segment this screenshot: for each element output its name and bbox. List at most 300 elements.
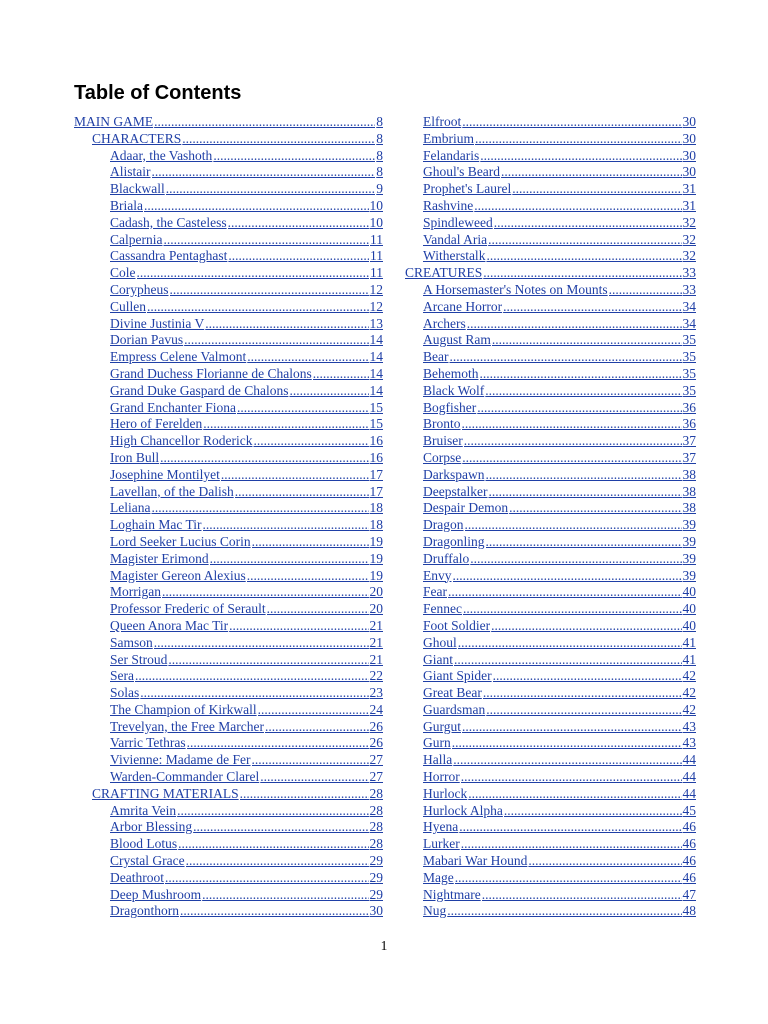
toc-entry-hurlock[interactable] xyxy=(405,786,696,803)
toc-entry-page-number: 30 xyxy=(369,903,383,919)
toc-entry-label: Despair Demon xyxy=(423,500,509,516)
toc-entry-label: Rashvine xyxy=(423,197,474,213)
toc-entry-cassandra-pentaghast[interactable] xyxy=(74,248,383,265)
toc-entry-great-bear[interactable] xyxy=(405,685,696,702)
toc-entry-page-number: 9 xyxy=(376,181,383,197)
toc-entry-dragonthorn[interactable] xyxy=(74,903,383,920)
toc-dot-leader xyxy=(260,769,368,786)
toc-entry-foot-soldier[interactable] xyxy=(405,618,696,635)
toc-entry-label: Vivienne: Madame de Fer xyxy=(110,752,251,768)
toc-entry-label: Professor Frederic of Serault xyxy=(110,601,266,617)
toc-entry-page-number: 17 xyxy=(369,483,383,499)
toc-entry-deep-mushroom[interactable] xyxy=(74,887,383,904)
toc-entry-page-number: 32 xyxy=(682,248,696,264)
toc-entry-page-number: 19 xyxy=(369,567,383,583)
toc-entry-ser-stroud[interactable] xyxy=(74,652,383,669)
toc-dot-leader xyxy=(491,618,681,635)
toc-dot-leader xyxy=(289,383,368,400)
toc-dot-leader xyxy=(205,316,368,333)
toc-dot-leader xyxy=(453,752,681,769)
toc-entry-main-game[interactable] xyxy=(74,114,383,131)
toc-entry-page-number: 18 xyxy=(369,500,383,516)
toc-entry-archers[interactable] xyxy=(405,316,696,333)
toc-entry-page-number: 40 xyxy=(682,584,696,600)
toc-entry-label: Lord Seeker Lucius Corin xyxy=(110,533,251,549)
toc-dot-leader xyxy=(168,652,368,669)
toc-entry-page-number: 32 xyxy=(682,231,696,247)
toc-entry-nightmare[interactable] xyxy=(405,887,696,904)
toc-entry-page-number: 13 xyxy=(369,315,383,331)
toc-entry-iron-bull[interactable] xyxy=(74,450,383,467)
toc-entry-label: Leliana xyxy=(110,500,151,516)
toc-dot-leader xyxy=(135,668,369,685)
toc-entry-label: Grand Enchanter Fiona xyxy=(110,399,236,415)
toc-dot-leader xyxy=(265,719,369,736)
toc-entry-page-number: 34 xyxy=(682,315,696,331)
toc-right-column xyxy=(405,114,696,920)
toc-entry-dorian-pavus[interactable] xyxy=(74,332,383,349)
footer-page-number: 1 xyxy=(380,938,388,953)
toc-entry-page-number: 42 xyxy=(682,668,696,684)
toc-entry-page-number: 37 xyxy=(682,433,696,449)
toc-dot-leader xyxy=(213,148,375,165)
toc-entry-hero-of-ferelden[interactable] xyxy=(74,416,383,433)
toc-entry-cadash-the-casteless[interactable] xyxy=(74,215,383,232)
toc-entry-embrium[interactable] xyxy=(405,131,696,148)
toc-entry-fear[interactable] xyxy=(405,584,696,601)
toc-dot-leader xyxy=(163,232,369,249)
toc-entry-page-number: 39 xyxy=(682,517,696,533)
toc-dot-leader xyxy=(483,685,682,702)
toc-entry-horror[interactable] xyxy=(405,769,696,786)
toc-entry-page-number: 16 xyxy=(369,449,383,465)
toc-entry-label: Crystal Grace xyxy=(110,853,185,869)
toc-entry-samson[interactable] xyxy=(74,635,383,652)
toc-dot-leader xyxy=(453,568,682,585)
toc-entry-page-number: 44 xyxy=(682,785,696,801)
toc-entry-label: Hurlock Alpha xyxy=(423,802,503,818)
toc-dot-leader xyxy=(166,181,376,198)
toc-entry-page-number: 28 xyxy=(369,836,383,852)
toc-entry-label: Arbor Blessing xyxy=(110,819,193,835)
toc-entry-guardsman[interactable] xyxy=(405,702,696,719)
toc-entry-page-number: 36 xyxy=(682,399,696,415)
toc-entry-label: Grand Duke Gaspard de Chalons xyxy=(110,382,289,398)
toc-entry-label: Magister Erimond xyxy=(110,550,209,566)
toc-entry-page-number: 15 xyxy=(369,399,383,415)
toc-dot-leader xyxy=(247,349,368,366)
toc-dot-leader xyxy=(448,584,682,601)
toc-entry-amrita-vein[interactable] xyxy=(74,803,383,820)
toc-entry-label: Druffalo xyxy=(423,550,470,566)
toc-entry-page-number: 30 xyxy=(682,147,696,163)
toc-entry-label: Briala xyxy=(110,197,143,213)
toc-entry-label: Divine Justinia V xyxy=(110,315,205,331)
toc-entry-spindleweed[interactable] xyxy=(405,215,696,232)
toc-entry-page-number: 45 xyxy=(682,802,696,818)
toc-entry-page-number: 47 xyxy=(682,886,696,902)
toc-entry-page-number: 19 xyxy=(369,550,383,566)
toc-dot-leader xyxy=(235,484,369,501)
toc-entry-page-number: 14 xyxy=(369,332,383,348)
toc-entry-dragon[interactable] xyxy=(405,517,696,534)
toc-dot-leader xyxy=(170,282,369,299)
toc-entry-ghoul-s-beard[interactable] xyxy=(405,164,696,181)
toc-entry-deepstalker[interactable] xyxy=(405,484,696,501)
toc-entry-warden-commander-clarel[interactable] xyxy=(74,769,383,786)
toc-entry-adaar-the-vashoth[interactable] xyxy=(74,148,383,165)
toc-entry-label: Dorian Pavus xyxy=(110,332,184,348)
toc-entry-solas[interactable] xyxy=(74,685,383,702)
toc-entry-trevelyan-the-free-marcher[interactable] xyxy=(74,719,383,736)
toc-entry-label: Deep Mushroom xyxy=(110,886,202,902)
toc-entry-divine-justinia-v[interactable] xyxy=(74,316,383,333)
toc-dot-leader xyxy=(152,164,376,181)
toc-entry-label: Ser Stroud xyxy=(110,651,168,667)
toc-entry-page-number: 8 xyxy=(376,114,383,129)
toc-dot-leader xyxy=(203,416,368,433)
toc-entry-page-number: 29 xyxy=(369,853,383,869)
toc-entry-page-number: 29 xyxy=(369,886,383,902)
toc-entry-label: Halla xyxy=(423,752,453,768)
toc-entry-page-number: 28 xyxy=(369,802,383,818)
toc-entry-label: Great Bear xyxy=(423,685,482,701)
toc-entry-label: Cullen xyxy=(110,298,146,314)
toc-entry-elfroot[interactable] xyxy=(405,114,696,131)
toc-entry-label: Gurgut xyxy=(423,718,462,734)
toc-entry-crafting-materials[interactable] xyxy=(74,786,383,803)
toc-entry-giant-spider[interactable] xyxy=(405,668,696,685)
toc-entry-bruiser[interactable] xyxy=(405,433,696,450)
toc-entry-josephine-montilyet[interactable] xyxy=(74,467,383,484)
toc-entry-hyena[interactable] xyxy=(405,819,696,836)
toc-entry-label: Queen Anora Mac Tir xyxy=(110,617,229,633)
toc-entry-page-number: 39 xyxy=(682,533,696,549)
toc-entry-label: CHARACTERS xyxy=(92,130,182,146)
toc-entry-felandaris[interactable] xyxy=(405,148,696,165)
toc-entry-professor-frederic-of-serault[interactable] xyxy=(74,601,383,618)
toc-entry-envy[interactable] xyxy=(405,568,696,585)
toc-entry-page-number: 35 xyxy=(682,332,696,348)
toc-dot-leader xyxy=(480,148,681,165)
toc-entry-page-number: 31 xyxy=(682,197,696,213)
toc-entry-label: Hero of Ferelden xyxy=(110,416,203,432)
toc-entry-varric-tethras[interactable] xyxy=(74,735,383,752)
toc-entry-page-number: 32 xyxy=(682,214,696,230)
toc-dot-leader xyxy=(468,786,681,803)
toc-entry-label: Behemoth xyxy=(423,365,479,381)
toc-entry-bogfisher[interactable] xyxy=(405,400,696,417)
toc-entry-label: Darkspawn xyxy=(423,466,485,482)
toc-entry-mabari-war-hound[interactable] xyxy=(405,853,696,870)
toc-entry-label: Samson xyxy=(110,634,153,650)
toc-entry-calpernia[interactable] xyxy=(74,232,383,249)
toc-entry-label: Horror xyxy=(423,769,460,785)
toc-entry-deathroot[interactable] xyxy=(74,870,383,887)
toc-entry-label: Magister Gereon Alexius xyxy=(110,567,246,583)
toc-entry-arbor-blessing[interactable] xyxy=(74,819,383,836)
toc-dot-leader xyxy=(463,601,682,618)
toc-entry-label: Guardsman xyxy=(423,701,486,717)
toc-dot-leader xyxy=(313,366,369,383)
toc-dot-leader xyxy=(165,870,369,887)
toc-dot-leader xyxy=(528,853,681,870)
toc-entry-august-ram[interactable] xyxy=(405,332,696,349)
toc-dot-leader xyxy=(462,450,681,467)
toc-entry-page-number: 12 xyxy=(369,281,383,297)
toc-entry-label: Felandaris xyxy=(423,147,480,163)
toc-entry-page-number: 41 xyxy=(682,634,696,650)
toc-entry-page-number: 35 xyxy=(682,382,696,398)
toc-dot-leader xyxy=(461,836,682,853)
toc-entry-label: Witherstalk xyxy=(423,248,486,264)
toc-entry-lavellan-of-the-dalish[interactable] xyxy=(74,484,383,501)
toc-dot-leader xyxy=(267,601,369,618)
toc-dot-leader xyxy=(137,265,370,282)
toc-entry-label: Arcane Horror xyxy=(423,298,503,314)
toc-entry-darkspawn[interactable] xyxy=(405,467,696,484)
toc-entry-grand-duchess-florianne-de-chalons[interactable] xyxy=(74,366,383,383)
toc-entry-page-number: 8 xyxy=(376,130,383,146)
toc-entry-page-number: 31 xyxy=(682,181,696,197)
toc-dot-leader xyxy=(177,803,368,820)
toc-entry-lord-seeker-lucius-corin[interactable] xyxy=(74,534,383,551)
toc-dot-leader xyxy=(193,819,368,836)
toc-entry-prophet-s-laurel[interactable] xyxy=(405,181,696,198)
toc-entry-blackwall[interactable] xyxy=(74,181,383,198)
toc-dot-leader xyxy=(512,181,681,198)
toc-entry-the-champion-of-kirkwall[interactable] xyxy=(74,702,383,719)
toc-entry-page-number: 34 xyxy=(682,298,696,314)
toc-entry-page-number: 28 xyxy=(369,785,383,801)
page-title: Table of Contents xyxy=(74,82,242,104)
toc-entry-bear[interactable] xyxy=(405,349,696,366)
toc-entry-behemoth[interactable] xyxy=(405,366,696,383)
toc-entry-grand-duke-gaspard-de-chalons[interactable] xyxy=(74,383,383,400)
toc-entry-black-wolf[interactable] xyxy=(405,383,696,400)
toc-dot-leader xyxy=(467,316,682,333)
toc-dot-leader xyxy=(237,400,369,417)
toc-entry-cullen[interactable] xyxy=(74,299,383,316)
toc-dot-leader xyxy=(485,467,681,484)
toc-dot-leader xyxy=(454,652,682,669)
toc-entry-bronto[interactable] xyxy=(405,416,696,433)
toc-entry-characters[interactable] xyxy=(74,131,383,148)
toc-dot-leader xyxy=(464,433,682,450)
toc-entry-page-number: 23 xyxy=(369,685,383,701)
toc-entry-page-number: 35 xyxy=(682,365,696,381)
toc-entry-cole[interactable] xyxy=(74,265,383,282)
toc-dot-leader xyxy=(501,164,681,181)
toc-dot-leader xyxy=(455,870,682,887)
toc-entry-dragonling[interactable] xyxy=(405,534,696,551)
toc-entry-high-chancellor-roderick[interactable] xyxy=(74,433,383,450)
toc-dot-leader xyxy=(483,265,681,282)
toc-entry-page-number: 29 xyxy=(369,869,383,885)
toc-dot-leader xyxy=(486,702,681,719)
toc-entry-page-number: 46 xyxy=(682,819,696,835)
toc-entry-label: Black Wolf xyxy=(423,382,485,398)
toc-dot-leader xyxy=(154,635,369,652)
toc-entry-page-number: 33 xyxy=(682,281,696,297)
toc-entry-magister-gereon-alexius[interactable] xyxy=(74,568,383,585)
toc-entry-label: CREATURES xyxy=(405,265,483,281)
toc-entry-label: Trevelyan, the Free Marcher xyxy=(110,718,264,734)
toc-dot-leader xyxy=(465,517,682,534)
toc-entry-page-number: 14 xyxy=(369,382,383,398)
toc-dot-leader xyxy=(221,467,369,484)
toc-dot-leader xyxy=(240,786,369,803)
toc-entry-page-number: 44 xyxy=(682,752,696,768)
toc-entry-page-number: 21 xyxy=(369,651,383,667)
toc-entry-label: Adaar, the Vashoth xyxy=(110,147,213,163)
toc-entry-queen-anora-mac-tir[interactable] xyxy=(74,618,383,635)
toc-entry-label: Grand Duchess Florianne de Chalons xyxy=(110,365,312,381)
toc-entry-label: Fennec xyxy=(423,601,462,617)
toc-entry-sera[interactable] xyxy=(74,668,383,685)
toc-entry-blood-lotus[interactable] xyxy=(74,836,383,853)
toc-entry-page-number: 39 xyxy=(682,567,696,583)
toc-entry-nug[interactable] xyxy=(405,903,696,920)
toc-entry-giant[interactable] xyxy=(405,652,696,669)
toc-entry-witherstalk[interactable] xyxy=(405,248,696,265)
toc-dot-leader xyxy=(462,719,681,736)
toc-entry-hurlock-alpha[interactable] xyxy=(405,803,696,820)
toc-entry-corypheus[interactable] xyxy=(74,282,383,299)
toc-entry-label: Cadash, the Casteless xyxy=(110,214,227,230)
toc-entry-label: Blood Lotus xyxy=(110,836,178,852)
toc-entry-fennec[interactable] xyxy=(405,601,696,618)
toc-entry-label: Blackwall xyxy=(110,181,165,197)
toc-entry-magister-erimond[interactable] xyxy=(74,551,383,568)
toc-entry-label: Embrium xyxy=(423,130,474,146)
toc-entry-label: Giant Spider xyxy=(423,668,492,684)
toc-entry-lurker[interactable] xyxy=(405,836,696,853)
toc-dot-leader xyxy=(229,618,368,635)
toc-dot-leader xyxy=(452,735,682,752)
toc-entry-grand-enchanter-fiona[interactable] xyxy=(74,400,383,417)
toc-dot-leader xyxy=(459,819,681,836)
toc-entry-label: Empress Celene Valmont xyxy=(110,349,247,365)
toc-entry-halla[interactable] xyxy=(405,752,696,769)
toc-entry-alistair[interactable] xyxy=(74,164,383,181)
toc-entry-gurn[interactable] xyxy=(405,735,696,752)
toc-entry-page-number: 35 xyxy=(682,349,696,365)
toc-entry-page-number: 46 xyxy=(682,836,696,852)
toc-entry-ghoul[interactable] xyxy=(405,635,696,652)
toc-entry-page-number: 43 xyxy=(682,735,696,751)
toc-entry-label: Gurn xyxy=(423,735,451,751)
toc-entry-label: Cole xyxy=(110,265,136,281)
toc-entry-corpse[interactable] xyxy=(405,450,696,467)
toc-entry-page-number: 15 xyxy=(369,416,383,432)
toc-dot-leader xyxy=(493,668,682,685)
toc-entry-vivienne-madame-de-fer[interactable] xyxy=(74,752,383,769)
toc-entry-briala[interactable] xyxy=(74,198,383,215)
toc-entry-leliana[interactable] xyxy=(74,500,383,517)
toc-entry-label: Hyena xyxy=(423,819,459,835)
toc-dot-leader xyxy=(449,349,681,366)
toc-entry-label: Loghain Mac Tir xyxy=(110,517,202,533)
toc-entry-loghain-mac-tir[interactable] xyxy=(74,517,383,534)
toc-entry-label: Bronto xyxy=(423,416,461,432)
toc-entry-page-number: 16 xyxy=(369,433,383,449)
toc-dot-leader xyxy=(187,735,369,752)
toc-entry-label: Deepstalker xyxy=(423,483,488,499)
toc-entry-label: Bruiser xyxy=(423,433,463,449)
toc-entry-gurgut[interactable] xyxy=(405,719,696,736)
toc-left-column xyxy=(74,114,383,920)
toc-dot-leader xyxy=(488,232,681,249)
toc-entry-page-number: 41 xyxy=(682,651,696,667)
toc-entry-page-number: 26 xyxy=(369,718,383,734)
toc-dot-leader xyxy=(462,416,682,433)
toc-entry-rashvine[interactable] xyxy=(405,198,696,215)
toc-entry-despair-demon[interactable] xyxy=(405,500,696,517)
toc-entry-label: MAIN GAME xyxy=(74,114,154,129)
toc-entry-label: A Horsemaster's Notes on Mounts xyxy=(423,281,608,297)
toc-dot-leader xyxy=(253,433,368,450)
toc-entry-crystal-grace[interactable] xyxy=(74,853,383,870)
toc-entry-page-number: 11 xyxy=(370,231,383,247)
toc-entry-label: Cassandra Pentaghast xyxy=(110,248,228,264)
toc-entry-label: CRAFTING MATERIALS xyxy=(92,785,239,801)
toc-entry-morrigan[interactable] xyxy=(74,584,383,601)
toc-entry-vandal-aria[interactable] xyxy=(405,232,696,249)
toc-dot-leader xyxy=(228,248,369,265)
toc-entry-label: Dragon xyxy=(423,517,464,533)
toc-entry-page-number: 28 xyxy=(369,819,383,835)
toc-dot-leader xyxy=(509,500,681,517)
toc-entry-label: Nightmare xyxy=(423,886,481,902)
toc-entry-arcane-horror[interactable] xyxy=(405,299,696,316)
toc-entry-a-horsemaster-s-notes-on-mounts[interactable] xyxy=(405,282,696,299)
toc-dot-leader xyxy=(252,752,369,769)
toc-entry-page-number: 12 xyxy=(369,298,383,314)
toc-entry-page-number: 8 xyxy=(376,164,383,180)
toc-dot-leader xyxy=(458,635,682,652)
toc-entry-page-number: 27 xyxy=(369,752,383,768)
toc-dot-leader xyxy=(447,903,681,920)
toc-dot-leader xyxy=(184,332,368,349)
toc-entry-label: Envy xyxy=(423,567,452,583)
toc-entry-page-number: 18 xyxy=(369,517,383,533)
toc-entry-page-number: 26 xyxy=(369,735,383,751)
toc-entry-label: Fear xyxy=(423,584,447,600)
toc-entry-druffalo[interactable] xyxy=(405,551,696,568)
toc-entry-label: Foot Soldier xyxy=(423,617,491,633)
toc-entry-label: High Chancellor Roderick xyxy=(110,433,253,449)
toc-entry-page-number: 10 xyxy=(369,214,383,230)
toc-entry-label: Dragonthorn xyxy=(110,903,179,919)
toc-entry-page-number: 40 xyxy=(682,617,696,633)
toc-entry-page-number: 30 xyxy=(682,164,696,180)
toc-dot-leader xyxy=(180,903,369,920)
toc-entry-empress-celene-valmont[interactable] xyxy=(74,349,383,366)
toc-entry-creatures[interactable] xyxy=(405,265,696,282)
toc-entry-label: Solas xyxy=(110,685,140,701)
toc-dot-leader xyxy=(210,551,369,568)
toc-dot-leader xyxy=(494,215,682,232)
toc-entry-mage[interactable] xyxy=(405,870,696,887)
toc-entry-page-number: 39 xyxy=(682,550,696,566)
toc-dot-leader xyxy=(503,299,681,316)
toc-entry-label: Mage xyxy=(423,869,454,885)
toc-dot-leader xyxy=(488,484,681,501)
toc-entry-label: Amrita Vein xyxy=(110,802,177,818)
toc-entry-page-number: 14 xyxy=(369,365,383,381)
toc-dot-leader xyxy=(482,887,682,904)
